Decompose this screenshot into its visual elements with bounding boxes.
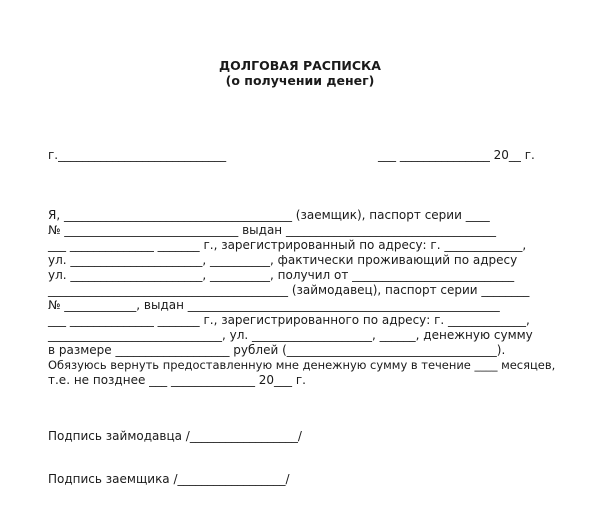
body-line: ________________________________________ (займодавец), паспорт серии ________ <box>48 283 530 297</box>
body-line: ___ ______________ _______ г., зарегистрированного по адресу: г. _____________, <box>48 313 530 327</box>
body-line: ул. ______________________, __________, получил от ___________________________ <box>48 268 515 282</box>
body-line: в размере ___________________ рублей (___________________________________). <box>48 343 506 357</box>
body-line: № _____________________________ выдан ___________________________________ <box>48 223 496 237</box>
body-line: Обязуюсь вернуть предоставленную мне денежную сумму в течение ____ месяцев, <box>48 358 556 372</box>
lender-signature-line: Подпись займодавца /__________________/ <box>48 429 302 443</box>
body-line: _____________________________, ул. ____________________, ______, денежную сумму <box>48 328 533 342</box>
date-field: ___ _______________ 20__ г. <box>378 148 535 162</box>
city-field: г.____________________________ <box>48 148 227 162</box>
body-line: ___ ______________ _______ г., зарегистрированный по адресу: г. _____________, <box>48 238 527 252</box>
borrower-signature-line: Подпись заемщика /__________________/ <box>48 472 290 486</box>
document-title: ДОЛГОВАЯ РАСПИСКА <box>219 58 381 73</box>
body-line: ул. ______________________, __________, фактически проживающий по адресу <box>48 253 518 267</box>
document-subtitle: (о получении денег) <box>225 73 375 88</box>
body-line: № ____________, выдан ____________________________________________________ <box>48 298 500 312</box>
body-line: т.е. не позднее ___ ______________ 20___ г. <box>48 373 306 387</box>
body-line: Я, ______________________________________ (заемщик), паспорт серии ____ <box>48 208 490 222</box>
